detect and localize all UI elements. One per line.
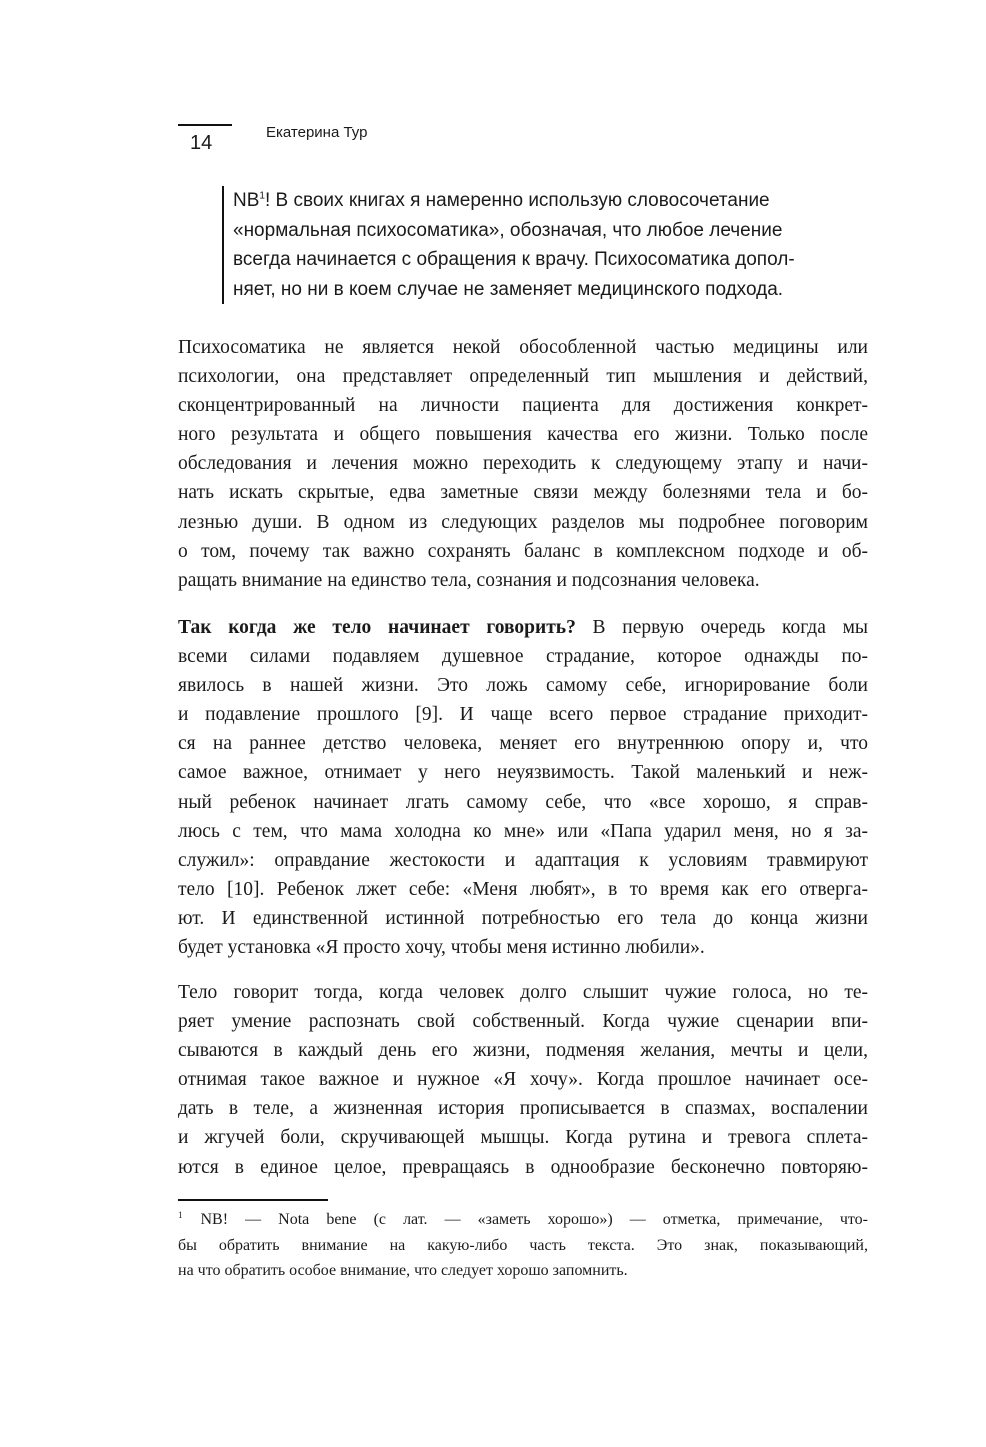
text-line-content: тело [10]. Ребенок лжет себе: «Меня любят», в то время как его отверга-: [178, 878, 868, 900]
text-line: [178, 362, 868, 391]
text-line: [178, 642, 868, 671]
callout-line-text: няет, но ни в коем случае не заменяет медицинского подхода.: [233, 278, 784, 300]
text-line: [178, 1094, 868, 1123]
text-line-content: ются в единое целое, превращаясь в однообразие бесконечно повторяю-: [178, 1156, 868, 1178]
text-line-content: о том, почему так важно сохранять баланс в комплексном подходе и об-: [178, 540, 868, 562]
text-line: [178, 846, 868, 875]
text-line-content: служил»: оправдание жестокости и адаптация к условиям травмируют: [178, 849, 868, 871]
nb-callout: [222, 186, 883, 304]
text-line-content: ный ребенок начинает лгать самому себе, что «все хорошо, я справ-: [178, 791, 868, 813]
text-line-content: люсь с тем, что мама холодна ко мне» или «Папа ударил меня, но я за-: [178, 820, 868, 842]
text-line: [178, 933, 868, 962]
text-line-content: сконцентрированный на личности пациента для достижения конкрет-: [178, 395, 868, 417]
text-line-content: явилось в нашей жизни. Это ложь самому себе, игнорирование боли: [178, 675, 868, 697]
text-line: [178, 420, 868, 449]
text-line-content: и подавление прошлого [9]. И чаще всего первое страдание приходит-: [178, 704, 868, 726]
text-line-content: отнимая такое важное и нужное «Я хочу». Когда прошлое начинает осе-: [178, 1069, 868, 1091]
text-line-content: будет установка «Я просто хочу, чтобы меня истинно любили».: [178, 937, 705, 959]
footnote: [178, 1207, 868, 1284]
callout-line-text: «нормальная психосоматика», обозначая, что любое лечение: [233, 219, 783, 241]
text-line-content: самое важное, отнимает у него неуязвимость. Такой маленький и неж-: [178, 762, 868, 784]
text-line: [178, 1065, 868, 1094]
page-number: 14: [190, 132, 213, 154]
callout-line: [233, 216, 883, 246]
bold-lead: Так когда же тело начинает говорить?: [178, 617, 576, 638]
text-line: [178, 613, 868, 642]
text-line-content: лезнью души. В одном из следующих разделов мы подробнее поговорим: [178, 511, 868, 533]
text-line: [178, 1036, 868, 1065]
text-line: [178, 788, 868, 817]
text-line-content: сываются в каждый день его жизни, подменяя желания, мечты и цели,: [178, 1040, 868, 1062]
text-line: [178, 478, 868, 507]
text-line-content: Психосоматика не является некой обособленной частью медицины или: [178, 337, 868, 358]
text-line: [178, 729, 868, 758]
text-line: [178, 537, 868, 566]
text-line-content: ращать внимание на единство тела, сознания и подсознания человека.: [178, 569, 760, 591]
callout-line: [233, 245, 883, 275]
callout-line-text: ! В своих книгах я намеренно использую словосочетание: [264, 190, 770, 211]
paragraph-3: [178, 978, 868, 1182]
text-line-content: обследования и лечения можно переходить к следующему этапу и начи-: [178, 453, 868, 475]
text-line: [178, 700, 868, 729]
text-line-content: и жгучей боли, скручивающей мышцы. Когда рутина и тревога сплета-: [178, 1127, 868, 1149]
footnote-line: [178, 1207, 868, 1233]
paragraph-2: [178, 613, 868, 962]
footnote-marker: 1: [178, 1209, 183, 1220]
callout-line-text: всегда начинается с обращения к врачу. Психосоматика допол-: [233, 249, 795, 270]
footnote-line-text: NB! — Nota bene (с лат. — «заметь хорошо») — отметка, примечание, что-: [200, 1211, 868, 1228]
text-line: [178, 758, 868, 787]
text-line-content: дать в теле, а жизненная история прописывается в спазмах, воспалении: [178, 1098, 868, 1120]
text-line: [178, 904, 868, 933]
text-line-content: ряет умение распознать свой собственный. Когда чужие сценарии впи-: [178, 1011, 868, 1033]
text-line: [178, 817, 868, 846]
text-line-content: Тело говорит тогда, когда человек долго слышит чужие голоса, но те-: [178, 982, 868, 1003]
text-line: [178, 978, 868, 1007]
text-line-content: всеми силами подавляем душевное страдание, которое однажды по-: [178, 646, 868, 668]
text-line: [178, 671, 868, 700]
text-line: [178, 1153, 868, 1182]
callout-line: [233, 186, 883, 216]
text-line-content: ного результата и общего повышения качества его жизни. Только после: [178, 424, 868, 446]
running-head-author: Екатерина Тур: [266, 124, 368, 141]
footnote-ref: 1: [259, 190, 265, 202]
footnote-line-text: на что обратить особое внимание, что следует хорошо запомнить.: [178, 1262, 628, 1279]
text-line-content: В первую очередь когда мы: [575, 617, 869, 638]
nb-label: NB: [233, 190, 260, 211]
text-line: [178, 1123, 868, 1152]
paragraph-1: [178, 333, 868, 595]
footnote-line: [178, 1258, 868, 1284]
text-line: [178, 333, 868, 362]
callout-line: [233, 275, 883, 305]
text-line-content: психологии, она представляет определенный тип мышления и действий,: [178, 366, 868, 388]
text-line: [178, 391, 868, 420]
text-line: [178, 508, 868, 537]
text-line: [178, 449, 868, 478]
text-line-content: ся на раннее детство человека, меняет его внутреннюю опору и, что: [178, 733, 868, 755]
text-line: [178, 1007, 868, 1036]
text-line-content: ют. И единственной истинной потребностью его тела до конца жизни: [178, 907, 868, 929]
text-line: [178, 566, 868, 595]
header-rule: [178, 124, 232, 126]
footnote-rule: [178, 1199, 328, 1201]
footnote-line-text: бы обратить внимание на какую-либо часть текста. Это знак, показывающий,: [178, 1236, 868, 1254]
text-line: [178, 875, 868, 904]
text-line-content: нать искать скрытые, едва заметные связи между болезнями тела и бо-: [178, 482, 868, 504]
footnote-line: [178, 1233, 868, 1259]
